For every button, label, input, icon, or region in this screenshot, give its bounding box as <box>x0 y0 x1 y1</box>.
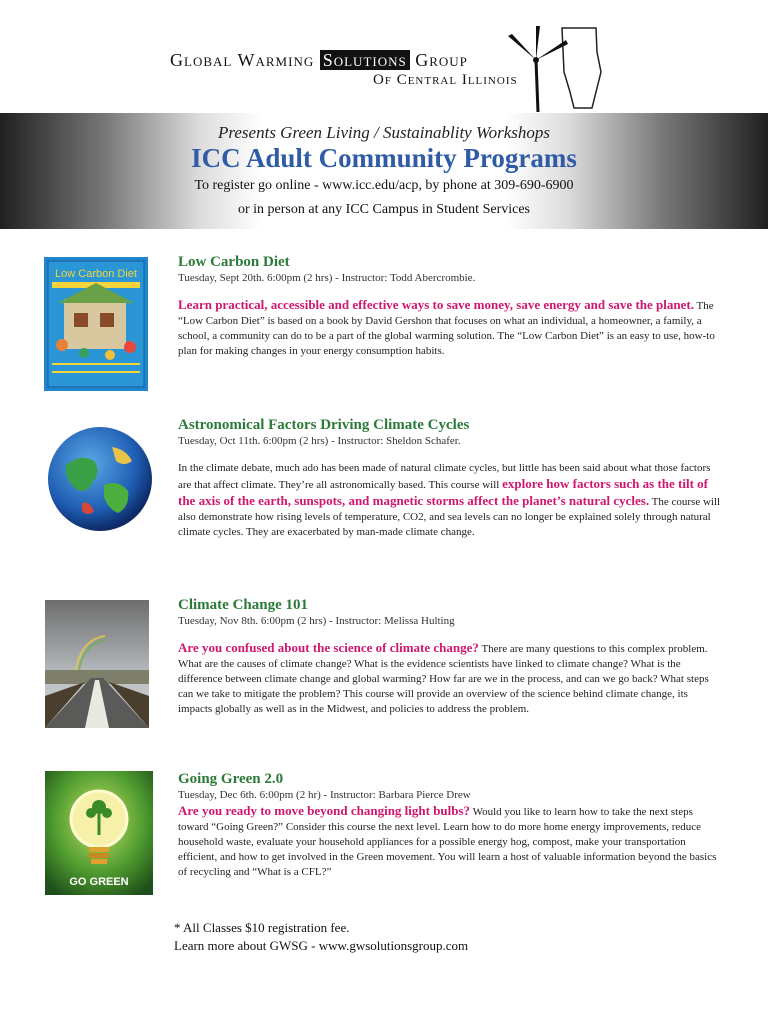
course-highlight: Are you confused about the science of climate change? <box>178 640 479 655</box>
course-body: Would you like to learn how to take the next steps toward “Going Green?” Consider this course the next level. Learn how to do more home energy improvements, reduce household waste, evaluate your household appliances for a possible energy hog, compost, make your transportation efficient, and how to get involved in the Green movement. You will learn a host of valuable information beyond the basics of recycling and “What is a CFL?” <box>178 806 717 878</box>
registration-info-2: or in person at any ICC Campus in Student Services <box>237 202 531 217</box>
course-body: There are many questions to this complex problem. What are the causes of climate change? What is the evidence scientists have linked to climate change? What is the difference between climate change and global warming? How far are we in the process, and can we go back? What steps can we take to mitigate the problem? This course will provide an overview of the science behind climate change, its impacts globally as well as in the Midwest, and policies to address the problem. <box>178 643 709 715</box>
earth-globe-image <box>46 425 154 533</box>
book-title: Low Carbon Diet <box>55 268 137 280</box>
org-name-highlight: Solutions <box>320 50 410 70</box>
gwsg-link-text: Learn more about GWSG - www.gwsolutionsgroup.com <box>174 938 469 953</box>
course-description <box>178 640 723 717</box>
course-going-green <box>178 770 723 880</box>
go-green-caption: GO GREEN <box>69 876 129 888</box>
org-name-part: Group <box>415 50 468 70</box>
course-description <box>178 803 723 880</box>
course-highlight: Learn practical, accessible and effective ways to save money, save energy and save the planet. <box>178 297 694 312</box>
course-description <box>178 297 723 359</box>
course-title: Astronomical Factors Driving Climate Cycles <box>178 417 470 433</box>
course-climate-change-101 <box>178 596 723 717</box>
course-meta: Tuesday, Sept 20th. 6:00pm (2 hrs) - Instructor: Todd Abercrombie. <box>178 272 476 284</box>
course-title: Low Carbon Diet <box>178 254 290 270</box>
course-body: The course will also demonstrate how rising levels of temperature, CO2, and sea levels can no longer be explained solely through natural climate cycles. They are exacerbated by man-made climate change. <box>178 496 721 538</box>
banner-title: ICC Adult Community Programs <box>191 143 577 173</box>
course-intro: In the climate debate, much ado has been made of natural climate cycles, but little has been said about what those factors are that affect climate. They’re all astronomically based. This course will <box>178 462 711 491</box>
course-description <box>178 461 723 540</box>
course-body: The “Low Carbon Diet” is based on a book by David Gershon that focuses on what an individual, a homeowner, a family, a school, a community can do to be a part of the global warming solution. The “Low Carbon Diet” is an easy to use, how-to plan for making changes in your energy consumption habits. <box>178 300 715 357</box>
course-low-carbon-diet <box>178 253 723 359</box>
course-highlight: Are you ready to move beyond changing light bulbs? <box>178 803 471 818</box>
org-logo <box>0 0 768 112</box>
course-highlight: explore how factors such as the tilt of the axis of the earth, sunspots, and magnetic storms affect the planet’s natural cycles. <box>178 476 709 508</box>
course-title: Climate Change 101 <box>178 597 308 613</box>
registration-info: To register go online - www.icc.edu/acp, by phone at 309-690-6900 <box>194 178 574 193</box>
course-meta: Tuesday, Dec 6th. 6:00pm (2 hr) - Instructor: Barbara Pierce Drew <box>178 789 471 801</box>
org-name-line2: Of Central Illinois <box>373 72 518 88</box>
banner-subtitle: Presents Green Living / Sustainablity Workshops <box>218 123 550 142</box>
road-rainbow-image <box>45 600 149 728</box>
low-carbon-diet-book-cover <box>44 257 148 391</box>
org-name-line1 <box>170 50 468 71</box>
course-title: Going Green 2.0 <box>178 771 284 787</box>
course-meta: Tuesday, Nov 8th. 6:00pm (2 hrs) - Instructor: Melissa Hulting <box>178 615 455 627</box>
registration-fee-note: * All Classes $10 registration fee. <box>174 920 350 935</box>
org-name-part: Global Warming <box>170 50 315 70</box>
course-meta: Tuesday, Oct 11th. 6:00pm (2 hrs) - Instructor: Sheldon Schafer. <box>178 435 461 447</box>
wind-turbine-illinois-icon <box>500 22 610 112</box>
footer <box>174 919 468 955</box>
go-green-bulb-image <box>45 771 153 895</box>
course-astronomical-factors <box>178 416 723 540</box>
program-banner <box>0 113 768 229</box>
